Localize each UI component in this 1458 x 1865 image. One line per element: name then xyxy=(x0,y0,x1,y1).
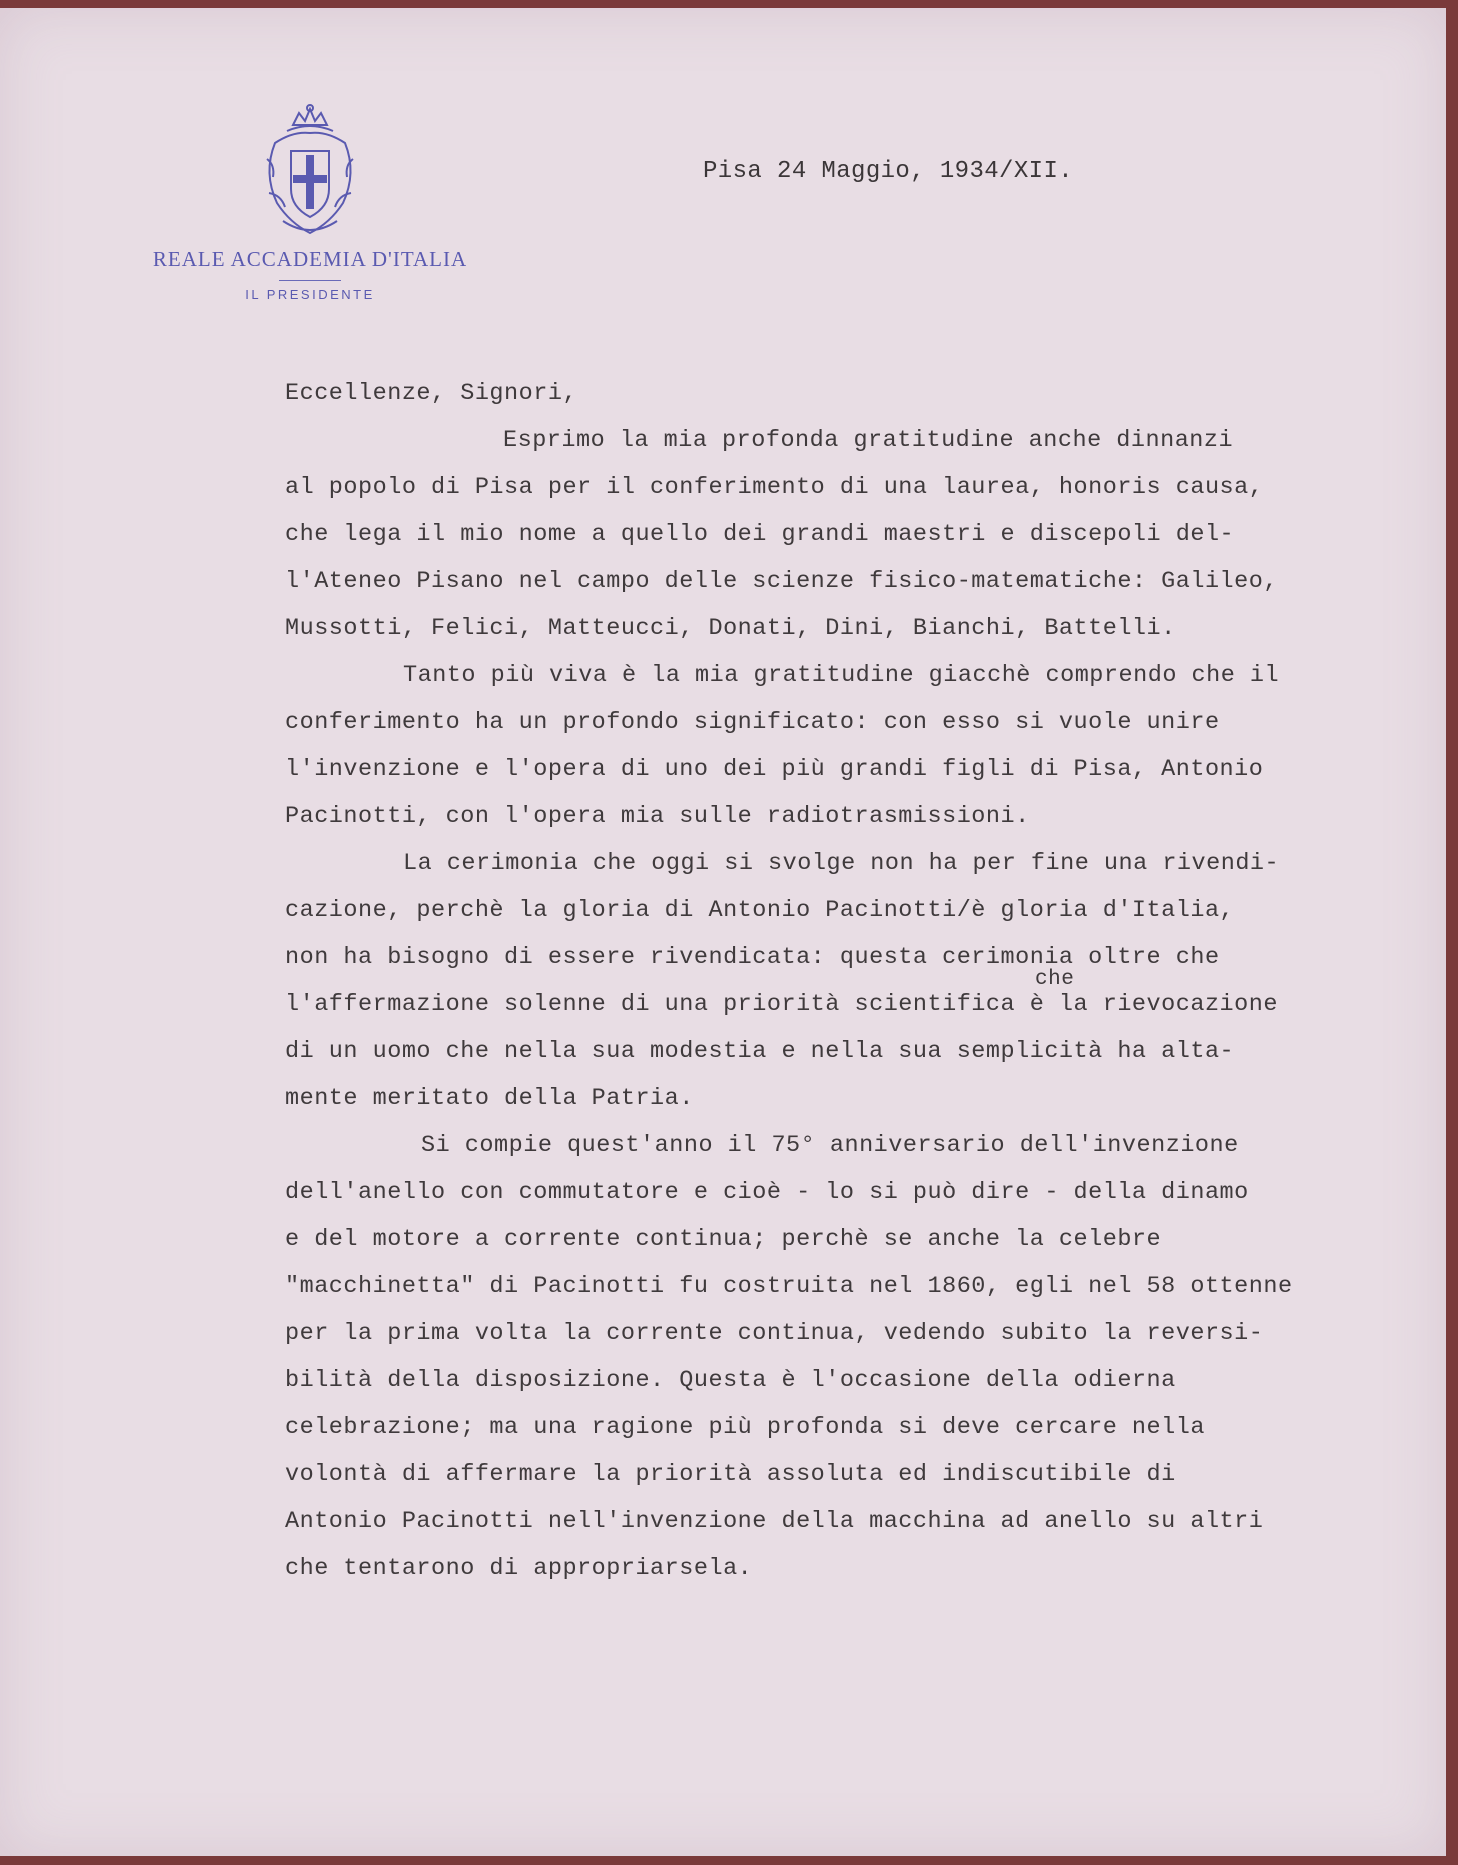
body-line: Esprimo la mia profonda gratitudine anche dinnanzi xyxy=(503,427,1234,454)
body-line: di un uomo che nella sua modestia e nella sua semplicità ha alta- xyxy=(285,1038,1235,1065)
body-line: Si compie quest'anno il 75° anniversario dell'invenzione xyxy=(421,1132,1239,1159)
letterhead-divider xyxy=(279,280,341,281)
interlinear-insertion: che xyxy=(1035,968,1075,991)
body-line: l'Ateneo Pisano nel campo delle scienze fisico-matematiche: Galileo, xyxy=(285,568,1278,595)
letter-date: Pisa 24 Maggio, 1934/XII. xyxy=(703,158,1074,185)
body-line: per la prima volta la corrente continua, vedendo subito la reversi- xyxy=(285,1320,1264,1347)
body-line: Tanto più viva è la mia gratitudine giacchè comprendo che il xyxy=(403,662,1280,689)
body-line: al popolo di Pisa per il conferimento di una laurea, honoris causa, xyxy=(285,474,1264,501)
letterhead-role: IL PRESIDENTE xyxy=(245,287,375,302)
body-line: Mussotti, Felici, Matteucci, Donati, Dini, Bianchi, Battelli. xyxy=(285,615,1176,642)
body-line: l'affermazione solenne di una priorità scientifica è la rievocazione xyxy=(285,991,1278,1018)
body-line: conferimento ha un profondo significato: con esso si vuole unire xyxy=(285,709,1220,736)
letterhead xyxy=(120,103,500,302)
royal-coat-of-arms-icon xyxy=(255,103,365,243)
body-line: La cerimonia che oggi si svolge non ha per fine una rivendi- xyxy=(403,850,1280,877)
body-line: l'invenzione e l'opera di uno dei più grandi figli di Pisa, Antonio xyxy=(285,756,1264,783)
letterhead-organization: REALE ACCADEMIA D'ITALIA xyxy=(152,247,468,271)
body-line: Pacinotti, con l'opera mia sulle radiotrasmissioni. xyxy=(285,803,1030,830)
body-line: non ha bisogno di essere rivendicata: questa cerimonia oltre che xyxy=(285,944,1220,971)
body-line: Antonio Pacinotti nell'invenzione della macchina ad anello su altri xyxy=(285,1508,1264,1535)
body-line: che tentarono di appropriarsela. xyxy=(285,1555,753,1582)
salutation: Eccellenze, Signori, xyxy=(285,380,578,407)
body-line: e del motore a corrente continua; perchè se anche la celebre xyxy=(285,1226,1162,1253)
body-line: mente meritato della Patria. xyxy=(285,1085,694,1112)
body-line: volontà di affermare la priorità assoluta ed indiscutibile di xyxy=(285,1461,1176,1488)
letter-page xyxy=(0,8,1446,1856)
body-line: bilità della disposizione. Questa è l'occasione della odierna xyxy=(285,1367,1176,1394)
body-line: cazione, perchè la gloria di Antonio Pacinotti/è gloria d'Italia, xyxy=(285,897,1235,924)
body-line: che lega il mio nome a quello dei grandi maestri e discepoli del- xyxy=(285,521,1235,548)
body-line: celebrazione; ma una ragione più profonda si deve cercare nella xyxy=(285,1414,1205,1441)
body-line: "macchinetta" di Pacinotti fu costruita nel 1860, egli nel 58 ottenne xyxy=(285,1273,1293,1300)
body-line: dell'anello con commutatore e cioè - lo si può dire - della dinamo xyxy=(285,1179,1249,1206)
